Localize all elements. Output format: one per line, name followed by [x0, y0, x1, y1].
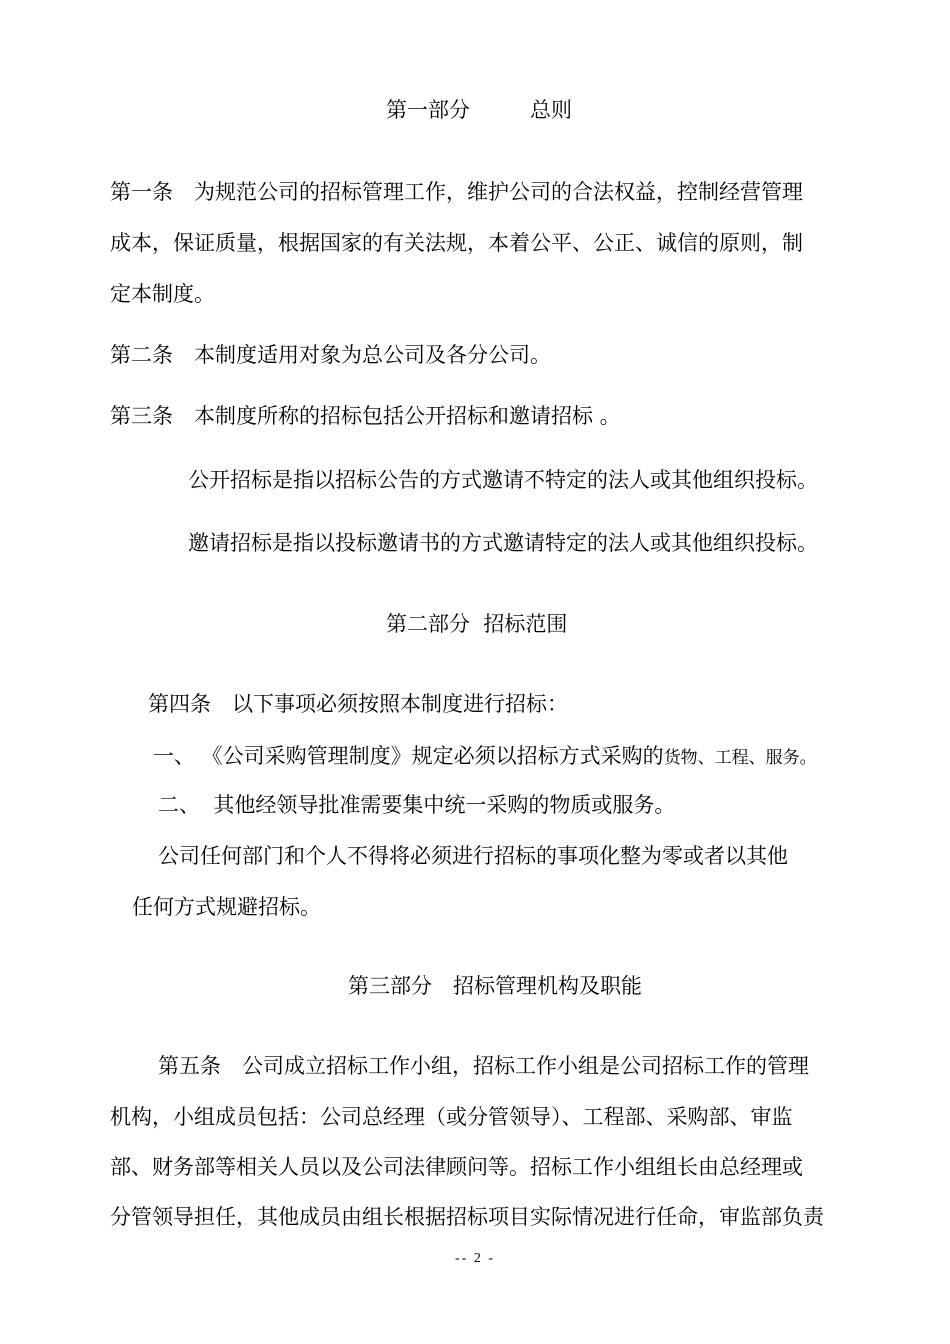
- article4-item2: 二、 其他经领导批准需要集中统一采购的物质或服务。: [158, 793, 676, 817]
- article3-invited-tender: 邀请招标是指以投标邀请书的方式邀请特定的法人或其他组织投标。: [188, 531, 818, 555]
- article4-line1: 第四条 以下事项必须按照本制度进行招标：: [148, 692, 568, 716]
- article4-item1: [153, 746, 817, 767]
- part3-title: 第三部分 招标管理机构及职能: [348, 974, 642, 998]
- article1-line3: 定本制度。: [110, 282, 215, 306]
- article5-line2: 机构，小组成员包括：公司总经理（或分管领导）、工程部、采购部、审监: [110, 1105, 793, 1129]
- article4-item1-small: 货物、工程、服务。: [663, 748, 817, 768]
- article3-line1: 第三条 本制度所称的招标包括公开招标和邀请招标 。: [110, 404, 621, 428]
- article4-note-line2: 任何方式规避招标。: [132, 895, 321, 919]
- part2-title: 第二部分 招标范围: [386, 612, 568, 636]
- article5-line3: 部、财务部等相关人员以及公司法律顾问等。招标工作小组组长由总经理或: [110, 1155, 803, 1179]
- article5-line1: 第五条 公司成立招标工作小组，招标工作小组是公司招标工作的管理: [158, 1054, 809, 1078]
- article4-note-line1: 公司任何部门和个人不得将必须进行招标的事项化整为零或者以其他: [158, 844, 788, 868]
- article3-open-tender: 公开招标是指以招标公告的方式邀请不特定的法人或其他组织投标。: [188, 468, 818, 492]
- article4-item1-main: 一、 《公司采购管理制度》规定必须以招标方式采购的: [153, 744, 664, 768]
- part1-subtitle: 总则: [530, 98, 572, 122]
- article2: 第二条 本制度适用对象为总公司及各分公司。: [110, 343, 551, 367]
- article5-line4: 分管领导担任，其他成员由组长根据招标项目实际情况进行任命，审监部负责: [110, 1205, 824, 1229]
- page-number: -- 2 -: [455, 1251, 495, 1266]
- part1-title: 第一部分: [386, 98, 470, 122]
- article1-line2: 成本，保证质量，根据国家的有关法规，本着公平、公正、诚信的原则，制: [110, 231, 803, 255]
- article1-line1: 第一条 为规范公司的招标管理工作，维护公司的合法权益，控制经营管理: [110, 180, 803, 204]
